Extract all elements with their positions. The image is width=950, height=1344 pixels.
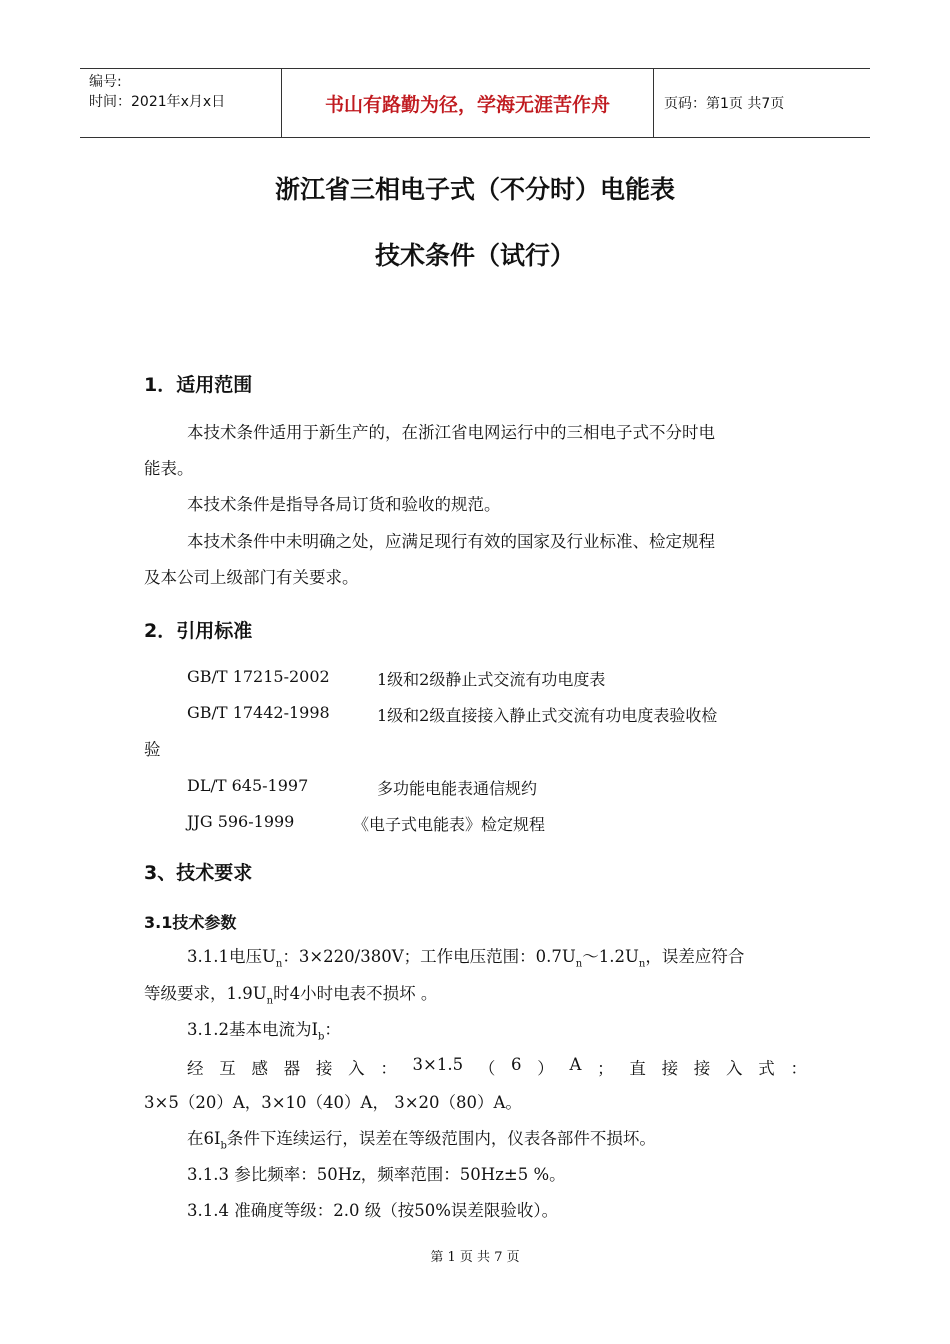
paragraph-3-1-1-cont: 等级要求，$1.9U_n$时4小时电表不损坏 。 (144, 984, 438, 1007)
paragraph-text: 在$6I_b$条件下连续运行，误差在等级范围内，仪表各部件不损坏。 (187, 1129, 656, 1152)
subscript-b: b (220, 1140, 227, 1152)
standard-code: GB/T 17215-2002 (187, 667, 330, 686)
header-page-info: 页码：第1页 共7页 (664, 96, 785, 112)
paragraph-text: 本技术条件适用于新生产的，在浙江省电网运行中的三相电子式不分时电 (187, 423, 715, 442)
current-spec-line: 经 互 感 器 接 入 ： 3×1.5 （ 6 ） A ； 直 接 接 入 式 ： (187, 1055, 807, 1078)
standard-item (187, 703, 718, 725)
paragraph-3-1-3: 3.1.3 参比频率：50Hz，频率范围：50Hz±5 %。 (187, 1165, 566, 1184)
section-2-heading: 2．引用标准 (144, 620, 253, 642)
header-motto: 书山有路勤为径，学海无涯苦作舟 (282, 69, 654, 137)
standard-item (187, 812, 546, 834)
standard-code: DL/T 645-1997 (187, 776, 309, 795)
number-label: 编号: (89, 74, 122, 90)
subscript-n: n (638, 958, 646, 970)
standard-desc: 1级和2级直接接入静止式交流有功电度表验收检 (377, 706, 718, 725)
page-footer: 第 1 页 共 7 页 (430, 1250, 520, 1265)
document-title-line2: 技术条件（试行） (374, 241, 575, 270)
section-3-heading: 3、技术要求 (144, 862, 253, 884)
standard-desc: 《电子式电能表》检定规程 (353, 815, 546, 834)
paragraph-text: 能表。 (144, 459, 194, 478)
time-label: 时间：2021年x月x日 (89, 94, 226, 110)
subscript-n: n (266, 995, 274, 1007)
standard-desc: 1级和2级静止式交流有功电度表 (377, 670, 606, 689)
paragraph-text: 及本公司上级部门有关要求。 (144, 568, 359, 587)
header-table (80, 68, 870, 138)
paragraph-text: 本技术条件是指导各局订货和验收的规范。 (187, 495, 501, 514)
standard-desc-wrap: 验 (144, 740, 161, 759)
standard-item (187, 776, 538, 798)
subscript-n: n (275, 958, 283, 970)
section-1-heading: 1．适用范围 (144, 374, 253, 396)
paragraph-3-1-2: 3.1.2基本电流为$I_b$： (187, 1020, 341, 1043)
standard-code: GB/T 17442-1998 (187, 703, 330, 722)
section-3-1-heading: 3.1技术参数 (144, 913, 237, 932)
subscript-n: n (575, 958, 583, 970)
document-title-line1: 浙江省三相电子式（不分时）电能表 (274, 175, 675, 204)
header-meta-cell (80, 69, 282, 137)
paragraph-text: 本技术条件中未明确之处，应满足现行有效的国家及行业标准、检定规程 (187, 532, 715, 551)
paragraph-3-1-4: 3.1.4 准确度等级：2.0 级（按50%误差限验收）。 (187, 1201, 559, 1220)
subscript-b: b (318, 1031, 325, 1043)
standard-code: JJG 596-1999 (187, 812, 295, 831)
standard-item (187, 667, 606, 689)
paragraph-3-1-1: 3.1.1电压$U_n$：3×220/380V；工作电压范围：$0.7U_n\sim 1.2U_n$，误差应符合 (187, 947, 745, 970)
paragraph-text: 3×5（20）A，3×10（40）A， 3×20（80）A。 (144, 1093, 522, 1112)
standard-desc: 多功能电能表通信规约 (377, 779, 538, 798)
